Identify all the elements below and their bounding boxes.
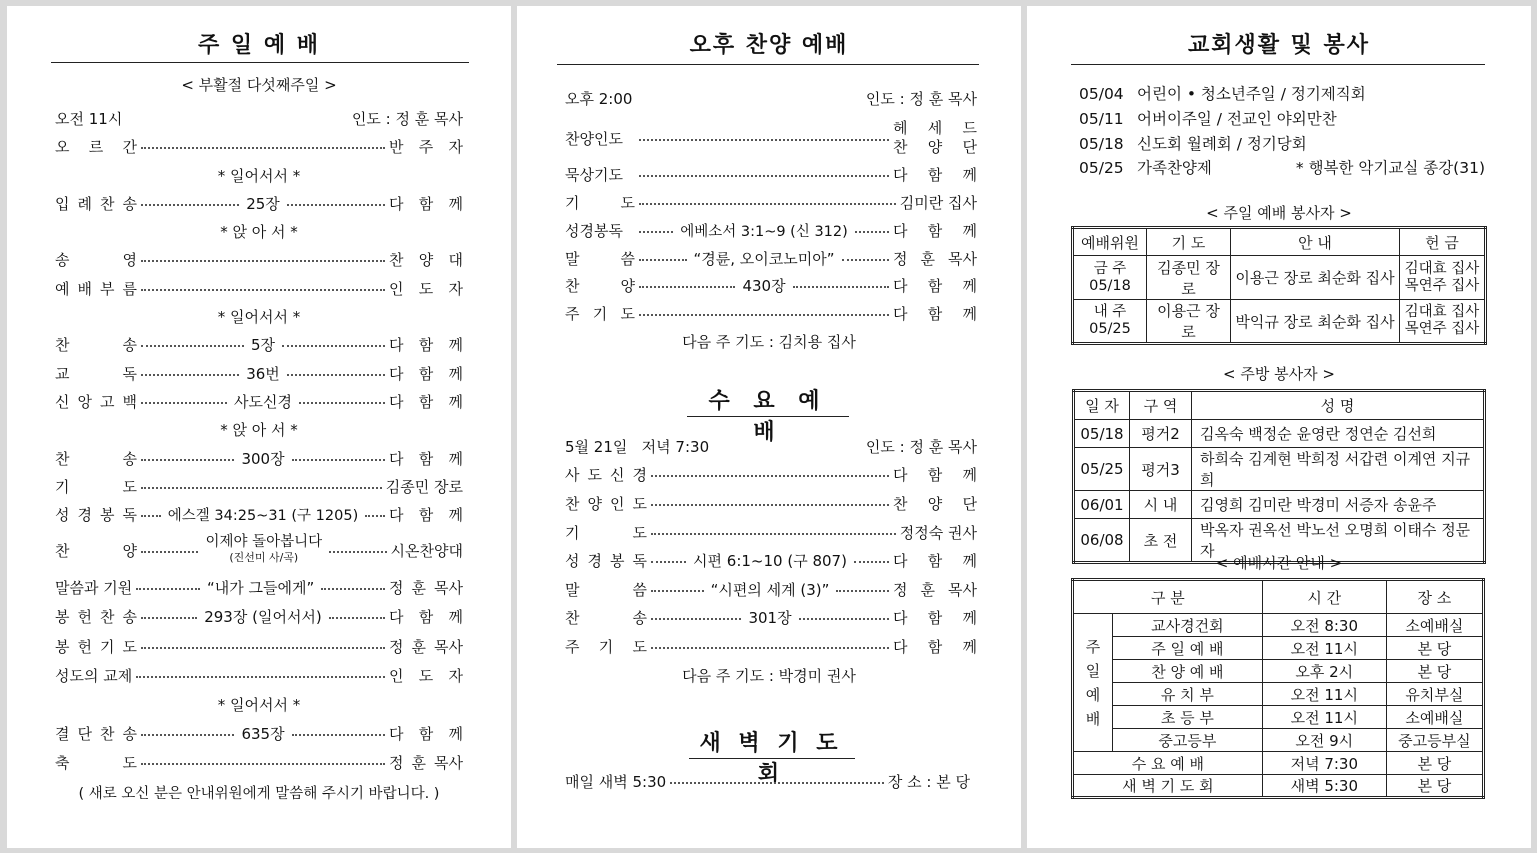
sunday-leader: 인도 : 정 훈 목사 <box>351 109 463 128</box>
afternoon-worship-title: 오후 찬양 예배 <box>689 33 849 58</box>
schedule-item: 05/18 신도회 월례회 / 정기당회 <box>1079 135 1307 153</box>
title-rule <box>1071 64 1485 65</box>
church-life-title: 교회생활 및 봉사 <box>1187 33 1371 58</box>
order-item: 사 도 신 경 다 함 께 <box>565 465 977 484</box>
kitchen-row: 06/01 시 내 김영희 김미란 박경미 서증자 송윤주 <box>1074 491 1485 519</box>
order-item: 기 도 정정숙 권사 <box>565 523 977 542</box>
servers-table: 예배위원 기 도 안 내 헌 금 금 주 05/18 김종민 장로 이용근 장로 최순화 집사 김대효 집사 목연주 집사 내 주 05/25 이용근 장로 박익규 장로 최순화 집사 김대효 집사 목연주 집사 <box>1071 226 1487 345</box>
title-rule <box>51 62 469 63</box>
order-item: 기 도 김미란 집사 <box>565 193 977 212</box>
kitchen-row: 06/08 초 전 박옥자 권옥선 박노선 오명희 이태수 정문자 <box>1074 519 1485 563</box>
order-item: 찬 송 301장 다 함 께 <box>565 608 977 627</box>
times-title: < 예배시간 안내 > <box>1215 554 1343 572</box>
order-item: 성경봉독 에베소서 3:1~9 (신 312) 다 함 께 <box>565 221 978 240</box>
sunday-label: 주일예배 <box>1073 614 1113 752</box>
dawn-prayer-row: 매일 새벽 5:30 장 소 : 본 당 <box>565 772 970 791</box>
section-rule <box>687 416 849 417</box>
sunday-time: 오전 11시 <box>55 109 123 128</box>
afternoon-worship-column <box>517 6 1021 848</box>
schedule-item: 05/25 가족찬양제 * 행복한 악기교실 종강(31) <box>1079 159 1485 177</box>
order-item: 신 앙 고 백 사도신경 다 함 께 <box>55 392 463 411</box>
order-item: 말씀과 기원 “내가 그들에게” 정 훈 목사 <box>55 578 464 597</box>
stand-note: * 일어서서 * <box>217 696 301 714</box>
newcomer-note: ( 새로 오신 분은 안내위원에게 말씀해 주시기 바랍니다. ) <box>78 786 440 802</box>
sit-note: * 앉 아 서 * <box>220 421 298 439</box>
order-item: 봉 헌 찬 송 293장 (일어서서) 다 함 께 <box>55 607 463 626</box>
sit-note: * 앉 아 서 * <box>220 223 298 241</box>
kitchen-table: 일 자 구 역 성 명 05/18 평거2 김옥숙 백정순 윤영란 정연순 김선희 05/25 평거3 하희숙 김계현 박희정 서갑련 이계연 지규희 06/01 시 내 김영희 김미란 박경미 서증자 송윤주 06/08 초 전 박옥자 권옥선 박노선 오명희 이태수 정문자 <box>1072 389 1486 564</box>
wednesday-title: 수 요 예 배 <box>708 389 828 445</box>
order-item: 찬 송 5장 다 함 께 <box>55 335 464 354</box>
kitchen-row: 05/18 평거2 김옥숙 백정순 윤영란 정연순 김선희 <box>1074 420 1485 448</box>
order-item: 성 경 봉 독 시편 6:1~10 (구 807) 다 함 께 <box>565 551 977 570</box>
order-item: 송 영 찬 양 대 <box>55 250 463 269</box>
order-item: 성 경 봉 독 에스겔 34:25~31 (구 1205) 다 함 께 <box>55 505 463 524</box>
sunday-worship-title: 주 일 예 배 <box>198 33 320 58</box>
stand-note: * 일어서서 * <box>217 167 301 185</box>
order-item: 찬 송 300장 다 함 께 <box>55 449 463 468</box>
servers-row: 내 주 05/25 이용근 장로 박익규 장로 최순화 집사 김대효 집사 목연주 집사 <box>1073 300 1486 344</box>
afternoon-time-row: 오후 2:00 인도 : 정 훈 목사 <box>565 89 977 108</box>
order-item: 찬양인도 헤 세 드 찬 양 단 <box>565 119 977 156</box>
order-item: 찬 양 430장 다 함 께 <box>565 276 977 295</box>
kitchen-title: < 주방 봉사자 > <box>1223 365 1335 383</box>
sunday-subtitle: < 부활절 다섯째주일 > <box>181 76 337 94</box>
order-item: 묵상기도 다 함 께 <box>565 165 977 184</box>
dawn-prayer-title: 새 벽 기 도 회 <box>699 731 843 787</box>
stand-note: * 일어서서 * <box>217 308 301 326</box>
sunday-worship-column <box>7 6 511 848</box>
next-prayer: 다음 주 기도 : 김치용 집사 <box>682 333 856 351</box>
order-item: 말 씀 “경륜, 오이코노미아” 정 훈 목사 <box>565 249 977 268</box>
order-item: 찬 양 인 도 찬 양 단 <box>565 494 977 513</box>
order-item: 주 기 도 다 함 께 <box>565 637 977 656</box>
kitchen-row: 05/25 평거3 하희숙 김계현 박희정 서갑련 이계연 지규희 <box>1074 448 1485 491</box>
order-item: 예 배 부 름 인 도 자 <box>55 279 463 298</box>
wednesday-time-row: 5월 21일 저녁 7:30 인도 : 정 훈 목사 <box>565 437 977 456</box>
next-prayer: 다음 주 기도 : 박경미 권사 <box>682 667 856 685</box>
order-item: 봉 헌 기 도 정 훈 목사 <box>55 637 463 656</box>
servers-row: 금 주 05/18 김종민 장로 이용근 장로 최순화 집사 김대효 집사 목연주 집사 <box>1073 256 1486 300</box>
order-item: 찬 양 이제야 돌아봅니다 (진선미 사/곡) 시온찬양대 <box>55 534 463 564</box>
order-item: 주 기 도 다 함 께 <box>565 304 977 323</box>
order-item: 교 독 36번 다 함 께 <box>55 364 464 383</box>
church-life-column <box>1027 6 1531 848</box>
schedule-item: 05/11 어버이주일 / 전교인 야외만찬 <box>1079 110 1337 128</box>
order-item: 결 단 찬 송 635장 다 함 께 <box>55 724 463 743</box>
order-item: 오 르 간 반 주 자 <box>55 137 463 156</box>
schedule-item: 05/04 어린이 • 청소년주일 / 정기제직회 <box>1079 85 1366 103</box>
order-item: 말 씀 “시편의 세계 (3)” 정 훈 목사 <box>565 580 977 599</box>
title-rule <box>557 64 979 65</box>
worship-times-table: 구 분 시 간 장 소 주일예배 교사경건회 오전 8:30 소예배실 주 일 예 배 오전 11시 본 당 찬 양 예 배 오후 2시 본 당 유 치 부 오전 11시 유치부실 초 등 부 오전 11시 소예배실 중고등부 오전 9시 중고등부실 수 요 예 배 저녁 7:30 본 당 새 벽 기 도 회 새벽 5:30 본 당 <box>1071 578 1485 799</box>
sunday-time-row <box>55 107 463 129</box>
servers-title: < 주일 예배 봉사자 > <box>1206 204 1352 222</box>
section-rule <box>689 758 855 759</box>
order-item: 입 례 찬 송 25장 다 함 께 <box>55 194 464 213</box>
order-item: 성도의 교제 인 도 자 <box>55 666 463 685</box>
order-item: 기 도 김종민 장로 <box>55 477 463 496</box>
order-item: 축 도 정 훈 목사 <box>55 753 463 772</box>
